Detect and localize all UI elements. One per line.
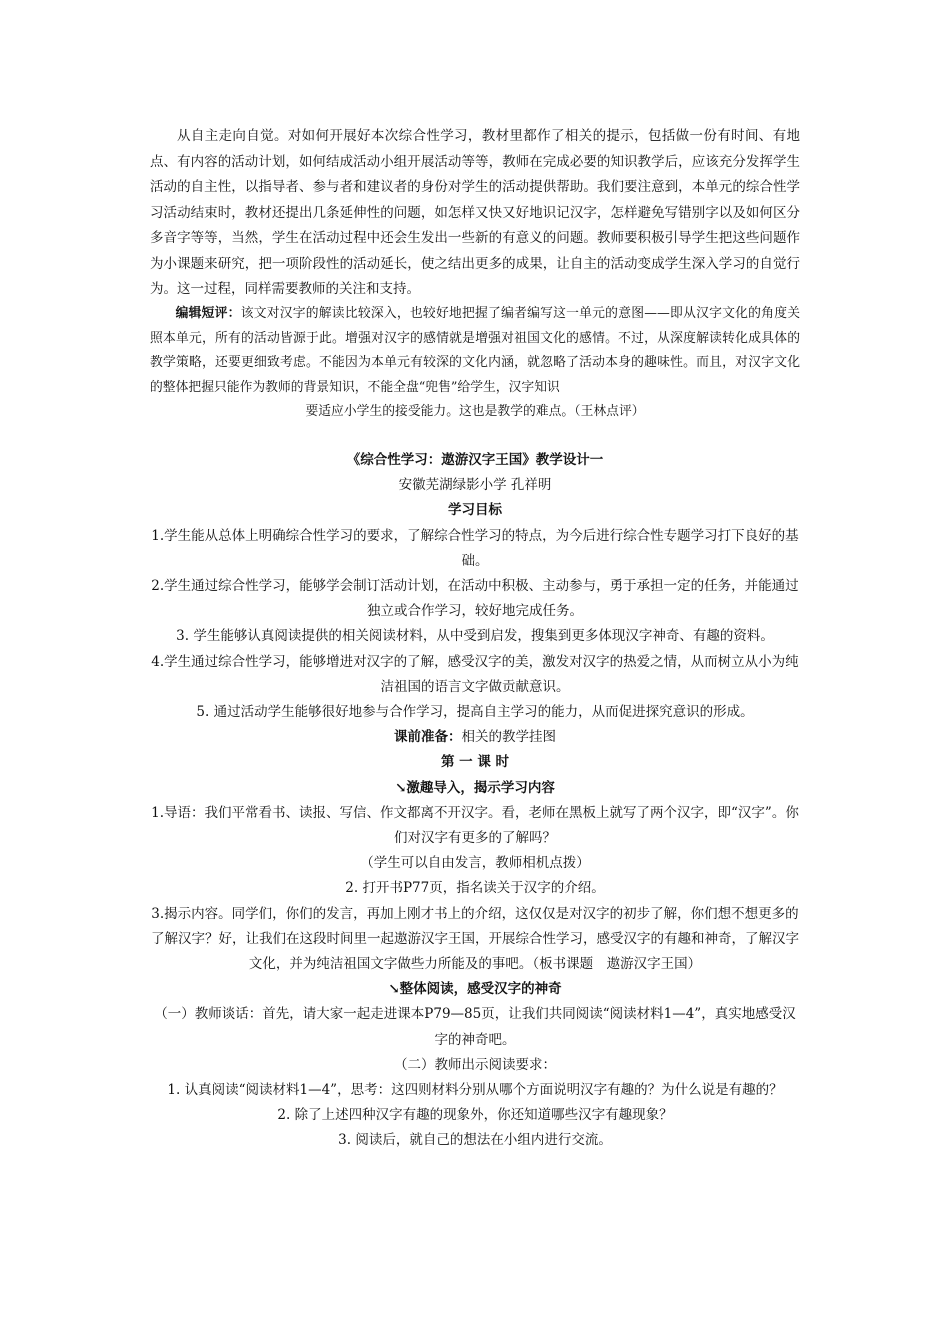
editor-comment [150, 302, 800, 425]
part1-item: 2. 打开书P77页，指名读关于汉字的介绍。 [345, 880, 605, 897]
objective-item: 2.学生通过综合性学习，能够学会制订活动计划，在活动中积极、主动参与，勇于承担一定的任务，并能通过独立或合作学习，较好地完成任务。 [151, 578, 799, 620]
lesson-heading: 第 一 课 时 [440, 754, 510, 771]
prep-text: 相关的教学挂图 [461, 729, 556, 746]
objective-item: 1.学生能从总体上明确综合性学习的要求，了解综合性学习的特点，为今后进行综合性专题学习打下良好的基础。 [151, 527, 799, 569]
editor-comment-text: 该文对汉字的解读比较深入，也较好地把握了编者编写这一单元的意图——即从汉字文化的角度关照本单元，所有的活动皆源于此。增强对汉字的感情就是增强对祖国文化的感情。不过，从深度解读转化成具体的教学策略，还要更细致考虑。不能因为本单元有较深的文化内涵，就忽略了活动本身的趣味性。而且，对汉字文化的整体把握只能作为教师的背景知识，不能全盘“兜售”给学生，汉字知识 [150, 306, 801, 395]
teaching-design [150, 448, 800, 1154]
prep-line [150, 725, 800, 750]
part1-item: （学生可以自由发言，教师相机点拨） [360, 855, 590, 872]
objective-item: 5. 通过活动学生能够很好地参与合作学习，提高自主学习的能力，从而促进探究意识的形成。 [196, 704, 754, 721]
objective-item: 4.学生通过综合性学习，能够增进对汉字的了解，感受汉字的美，激发对汉字的热爱之情，从而树立从小为纯洁祖国的语言文字做贡献意识。 [151, 653, 799, 695]
part2-item: 3. 阅读后，就自己的想法在小组内进行交流。 [338, 1132, 612, 1149]
prep-label: 课前准备： [394, 729, 462, 746]
part1-heading: ↘激趣导入，揭示学习内容 [395, 779, 555, 796]
objective-item: 3. 学生能够认真阅读提供的相关阅读材料，从中受到启发，搜集到更多体现汉字神奇、有趣的资料。 [176, 628, 774, 645]
part2-item: 1. 认真阅读“阅读材料1—4”，思考：这四则材料分别从哪个方面说明汉字有趣的？为什么说是有趣的？ [167, 1082, 783, 1099]
part2-item: 2. 除了上述四种汉字有趣的现象外，你还知道哪些汉字有趣现象？ [277, 1107, 673, 1124]
part1-item: 1.导语：我们平常看书、读报、写信、作文都离不开汉字。看，老师在黑板上就写了两个汉字，即“汉字”。你们对汉字有更多的了解吗？ [151, 804, 799, 847]
part1-item: 3.揭示内容。同学们，你们的发言，再加上刚才书上的介绍，这仅仅是对汉字的初步了解，你们想不想更多的了解汉字？好，让我们在这段时间里一起遨游汉字王国，开展综合性学习，感受汉字的有趣和神奇，了解汉字文化，并为纯洁祖国文字做些力所能及的事吧。（板书课题 遨游汉字王国） [151, 905, 799, 973]
editor-comment-label: 编辑短评： [175, 306, 241, 321]
part2-item: （一）教师谈话：首先，请大家一起走进课本P79—85页，让我们共同阅读“阅读材料1—4”，真实地感受汉字的神奇吧。 [154, 1006, 796, 1048]
editor-comment-tail: 要适应小学生的接受能力。这也是教学的难点。（王林点评） [305, 404, 645, 419]
part2-item: （二）教师出示阅读要求： [394, 1056, 556, 1073]
part2-heading: ↘整体阅读，感受汉字的神奇 [388, 981, 562, 998]
design-title: 《综合性学习：遨游汉字王国》教学设计一 [346, 452, 604, 468]
design-author: 安徽芜湖绿影小学 孔祥明 [398, 477, 552, 494]
intro-paragraph: 从自主走向自觉。对如何开展好本次综合性学习，教材里都作了相关的提示，包括做一份有时间、有地点、有内容的活动计划，如何结成活动小组开展活动等等，教师在完成必要的知识教学后，应该充分发挥学生活动的自主性，以指导者、参与者和建议者的身份对学生的活动提供帮助。我们要注意到，本单元的综合性学习活动结束时，教材还提出几条延伸性的问题，如怎样又快又好地识记汉字，怎样避免写错别字以及如何区分多音字等等，当然，学生在活动过程中还会生发出一些新的有意义的问题。教师要积极引导学生把这些问题作为小课题来研究，把一项阶段性的活动延长，使之结出更多的成果，让自主的活动变成学生深入学习的自觉行为。这一过程，同样需要教师的关注和支持。 [150, 128, 800, 297]
objectives-heading: 学习目标 [448, 502, 502, 519]
